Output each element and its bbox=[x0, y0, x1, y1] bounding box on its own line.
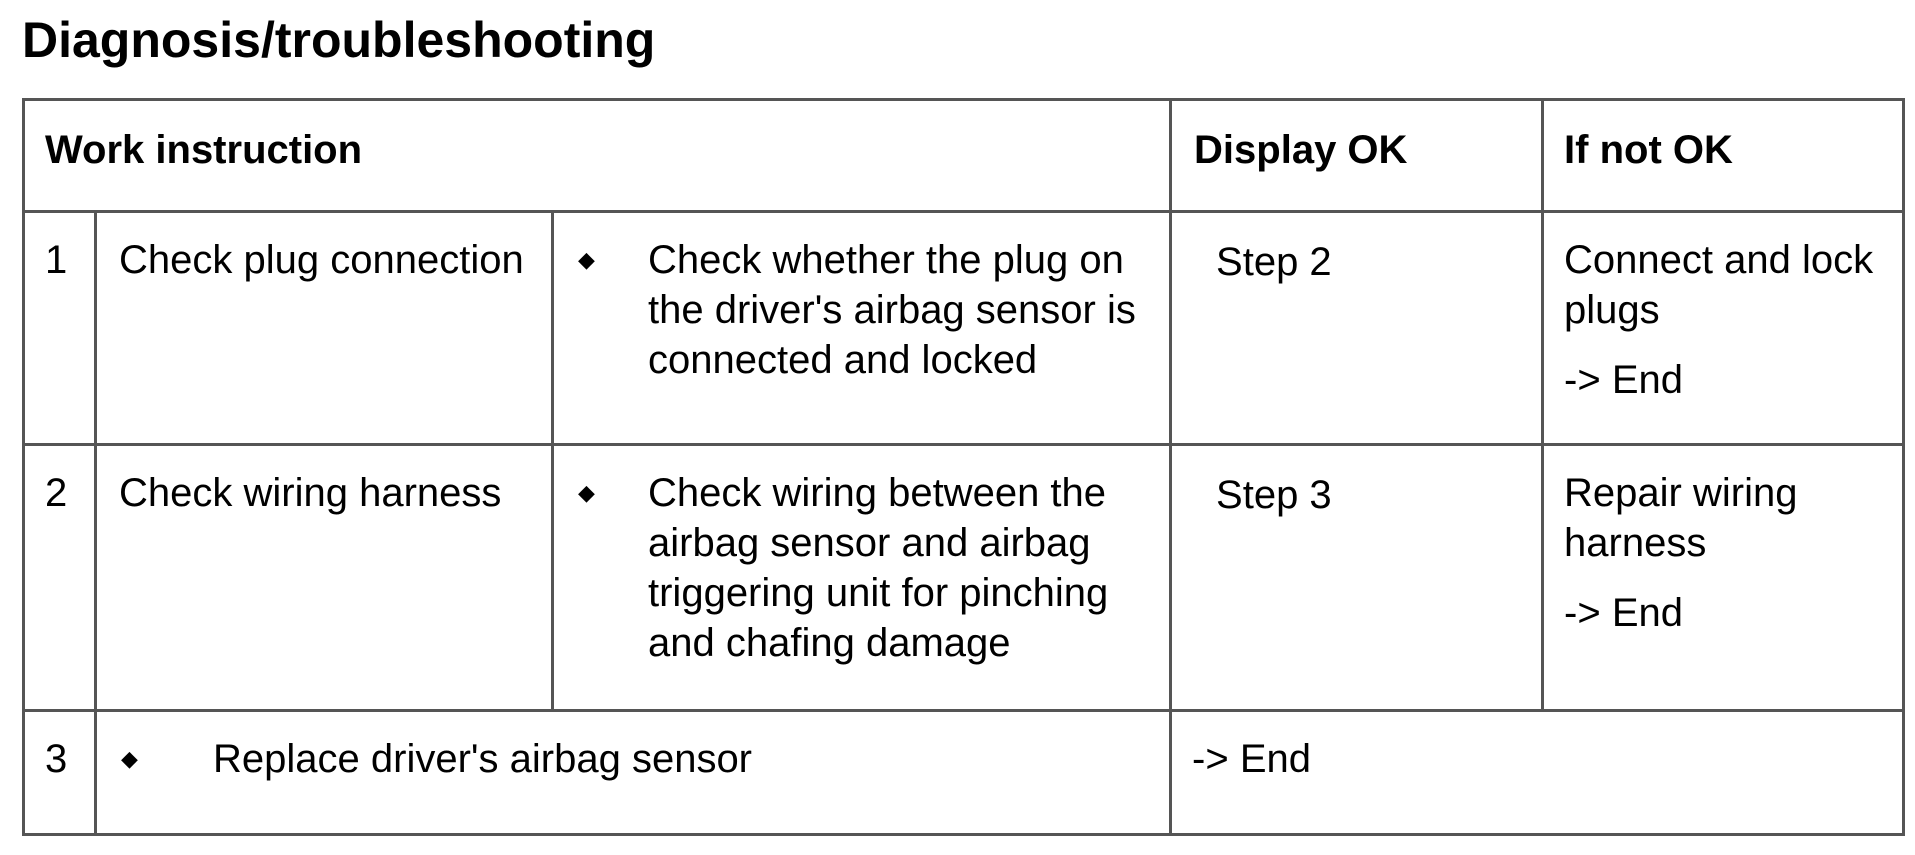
table-row bbox=[24, 212, 1904, 445]
diamond-bullet-icon: ◆ bbox=[578, 480, 595, 505]
check-detail-cell bbox=[553, 212, 1171, 445]
header-display-ok: Display OK bbox=[1171, 100, 1543, 212]
result-value: -> End bbox=[1171, 711, 1904, 835]
table-row bbox=[24, 445, 1904, 711]
diamond-bullet-icon: ◆ bbox=[121, 746, 138, 771]
check-detail-text: Check wiring between the airbag sensor and airbag triggering unit for pinching and chafing damage bbox=[648, 471, 1109, 665]
display-ok-value: Step 2 bbox=[1171, 212, 1543, 445]
table-header-row bbox=[24, 100, 1904, 212]
diamond-bullet-icon: ◆ bbox=[578, 247, 595, 272]
if-not-ok-action: Connect and lock plugs bbox=[1564, 238, 1874, 332]
check-detail-text: Check whether the plug on the driver's airbag sensor is connected and locked bbox=[648, 238, 1136, 382]
step-number: 1 bbox=[24, 212, 96, 445]
action-text: Replace driver's airbag sensor bbox=[213, 737, 753, 781]
if-not-ok-action: Repair wiring harness bbox=[1564, 471, 1798, 565]
step-number: 2 bbox=[24, 445, 96, 711]
action-cell bbox=[96, 711, 1171, 835]
step-number: 3 bbox=[24, 711, 96, 835]
check-label: Check plug connection bbox=[96, 212, 553, 445]
diagnosis-table bbox=[22, 98, 1905, 836]
if-not-ok-cell bbox=[1543, 445, 1904, 711]
if-not-ok-next: -> End bbox=[1564, 358, 1683, 402]
table-row bbox=[24, 711, 1904, 835]
check-detail-cell bbox=[553, 445, 1171, 711]
display-ok-value: Step 3 bbox=[1171, 445, 1543, 711]
header-work-instruction: Work instruction bbox=[24, 100, 1171, 212]
page-title: Diagnosis/troubleshooting bbox=[22, 12, 656, 68]
if-not-ok-cell bbox=[1543, 212, 1904, 445]
check-label: Check wiring harness bbox=[96, 445, 553, 711]
header-if-not-ok: If not OK bbox=[1543, 100, 1904, 212]
if-not-ok-next: -> End bbox=[1564, 591, 1683, 635]
